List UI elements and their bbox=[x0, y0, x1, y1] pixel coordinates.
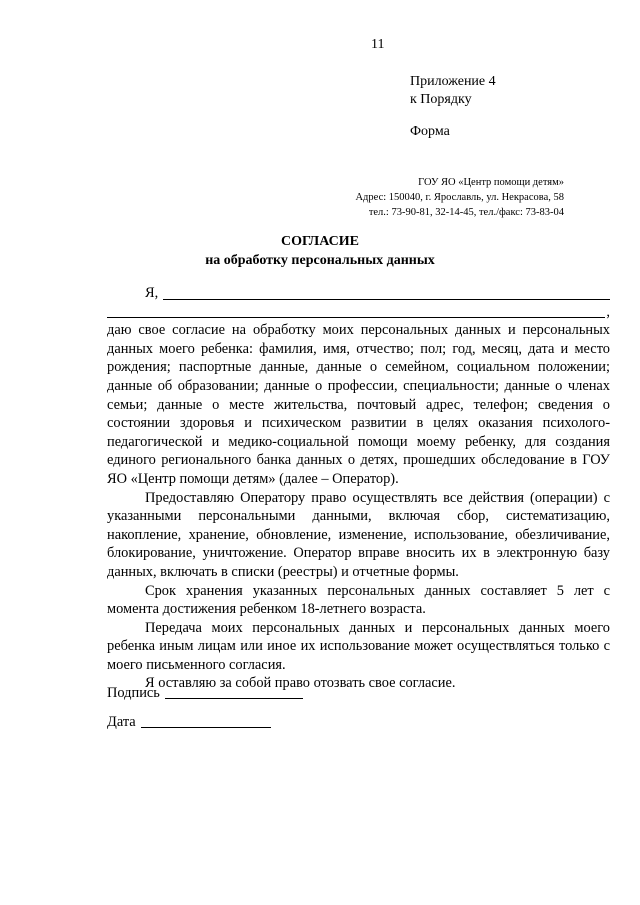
organization-block bbox=[355, 175, 564, 220]
date-label: Дата bbox=[107, 714, 136, 730]
signature-label: Подпись bbox=[107, 685, 160, 701]
organization-name: ГОУ ЯО «Центр помощи детям» bbox=[418, 177, 564, 188]
date-blank-line bbox=[141, 713, 271, 728]
consent-paragraph-5: Я оставляю за собой право отозвать свое согласие. bbox=[145, 675, 456, 692]
organization-address: Адрес: 150040, г. Ярославль, ул. Некрасова, 58 bbox=[355, 192, 564, 203]
signature-blank-line bbox=[165, 684, 303, 699]
name-fill-row-2 bbox=[107, 303, 610, 322]
form-label: Форма bbox=[410, 124, 450, 139]
annex-line-2: к Порядку bbox=[410, 92, 472, 107]
name-blank-line-2 bbox=[107, 304, 605, 318]
name-fill-row bbox=[107, 284, 610, 303]
name-blank-line bbox=[163, 286, 610, 300]
annex-reference bbox=[410, 73, 496, 109]
consent-paragraph-2: Предоставляю Оператору право осуществлять все действия (операции) с указанными персональными данными, включая сбор, систематизацию, накопление, хранение, обновление, изменение, использование, обезличивание, блокирование, уничтожение. Оператор вправе вносить их в электронную базу данных, включать в списки (реестры) и отчетные формы. bbox=[107, 489, 610, 580]
consent-paragraph-1: даю свое согласие на обработку моих персональных данных и персональных данных моего ребенка: фамилия, имя, отчество; пол; год, месяц, дата и место рождения; паспортные данные, данные о семейном, социальном положении; данные об образовании; данные о профессии, специальности; данные о членах семьи; данные о месте жительства, почтовый адрес, телефон; сведения о состоянии здоровья и психическом развитии в целях оказания психолого-педагогической и медико-социальной помощи моему ребенку, для создания единого регионального банка данных о детях, прошедших обследование в ГОУ ЯО «Центр помощи детям» (далее – Оператор). bbox=[107, 322, 610, 487]
consent-paragraph-4: Передача моих персональных данных и персональных данных моего ребенка иным лицам или иное их использование может осуществляться только с моего письменного согласия. bbox=[107, 619, 610, 673]
consent-body bbox=[107, 284, 610, 693]
document-subtitle: на обработку персональных данных bbox=[205, 253, 435, 268]
page-number: 11 bbox=[371, 37, 385, 52]
signature-field bbox=[107, 684, 303, 702]
document-title: СОГЛАСИЕ bbox=[281, 234, 359, 249]
consent-paragraph-3: Срок хранения указанных персональных данных составляет 5 лет с момента достижения ребенком 18-летнего возраста. bbox=[107, 582, 610, 618]
date-field bbox=[107, 713, 271, 731]
comma: , bbox=[606, 303, 610, 320]
ya-label: Я, bbox=[145, 285, 159, 301]
organization-phones: тел.: 73-90-81, 32-14-45, тел./факс: 73-83-04 bbox=[368, 207, 564, 218]
annex-line-1: Приложение 4 bbox=[410, 74, 496, 89]
